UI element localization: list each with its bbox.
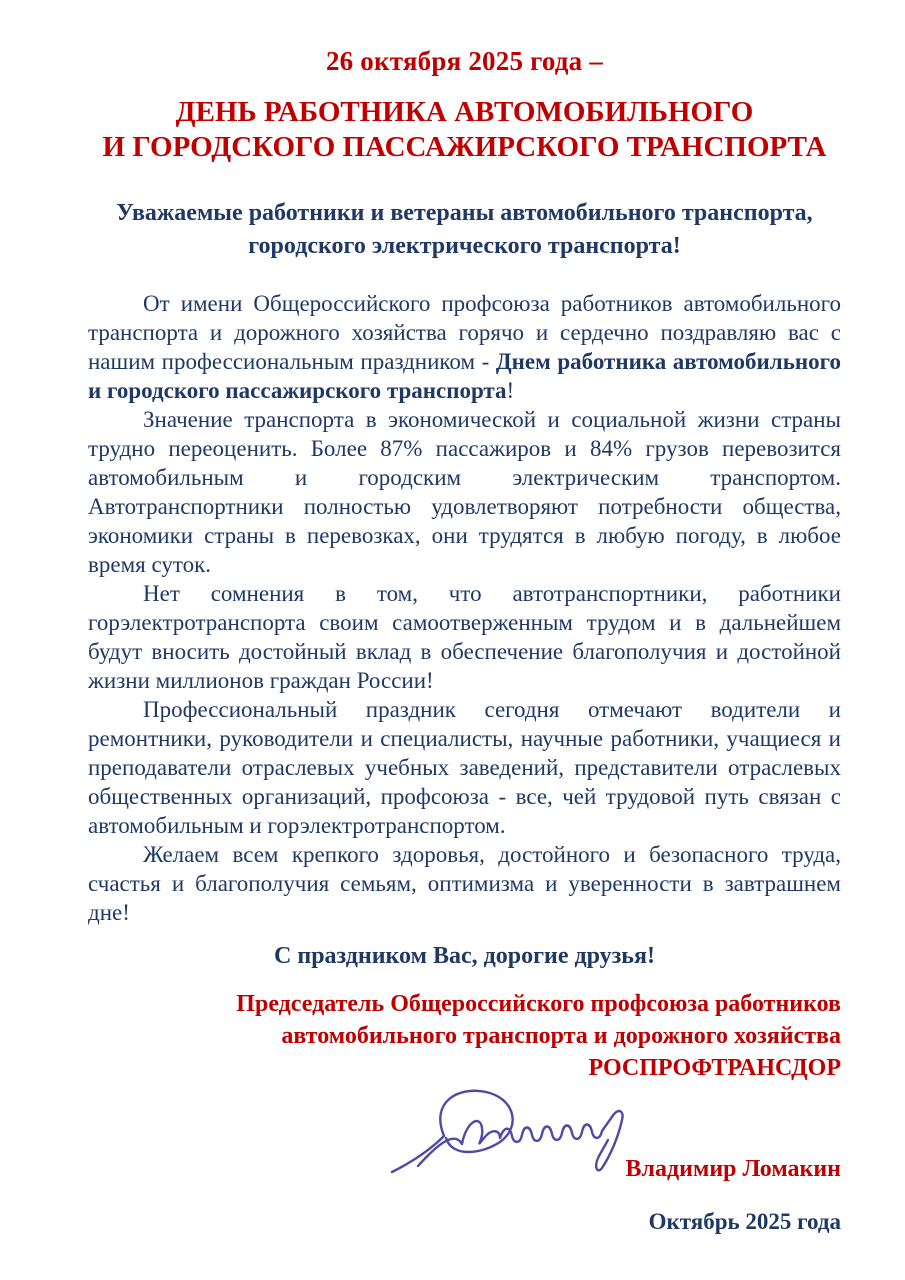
signer-org: РОСПРОФТРАНСДОР xyxy=(588,1055,841,1081)
paragraph-greeting-text: От имени Общероссийского профсоюза работников автомобильного транспорта и дорожного хозяйства горячо и сердечно поздравляю вас с нашим профессиональным праздником - xyxy=(88,291,841,374)
date-heading: 26 октября 2025 года – xyxy=(325,46,604,76)
paragraph-greeting xyxy=(88,289,841,405)
signer-role-block xyxy=(88,988,841,1084)
signer-name: Владимир Ломакин xyxy=(625,1156,841,1182)
paragraph-greeting-exclamation: ! xyxy=(506,378,515,403)
page-title-line2: И ГОРОДСКОГО ПАССАЖИРСКОГО ТРАНСПОРТА xyxy=(102,131,827,163)
paragraph-greeting-holiday-name: Днем работника автомобильного и городского пассажирского транспорта xyxy=(88,349,841,403)
paragraph-transport-importance: Значение транспорта в экономической и социальной жизни страны трудно переоценить. Более 87% пассажиров и 84% грузов перевозится автомобильным и городским электрическим транспортом. Автотранспортники полностью удовлетворяют потребности общества, экономики страны в перевозках, они трудятся в любую погоду, в любое время суток. xyxy=(88,407,841,577)
paragraph-future-contribution: Нет сомнения в том, что автотранспортники, работники горэлектротранспорта своим самоотверженным трудом и в дальнейшем будут вносить достойный вклад в обеспечение благополучия и достойной жизни миллионов граждан России! xyxy=(88,581,841,693)
page-title xyxy=(88,95,841,165)
letter-body xyxy=(88,289,841,927)
paragraph-wishes: Желаем всем крепкого здоровья, достойного и безопасного труда, счастья и благополучия семьям, оптимизма и уверенности в завтрашнем дне! xyxy=(88,842,841,925)
closing-line: С праздником Вас, дорогие друзья! xyxy=(274,943,655,969)
paragraph-who-celebrates: Профессиональный праздник сегодня отмечают водители и ремонтники, руководители и специалисты, научные работники, учащиеся и преподаватели отраслевых учебных заведений, представители отраслевых общественных организаций, профсоюза - все, чей трудовой путь связан с автомобильным и горэлектротранспортом. xyxy=(88,697,841,838)
page-title-line1: ДЕНЬ РАБОТНИКА АВТОМОБИЛЬНОГО xyxy=(175,96,754,128)
signer-role-line1: Председатель Общероссийского профсоюза работников xyxy=(236,991,841,1017)
footer-date: Октябрь 2025 года xyxy=(648,1209,841,1234)
salutation-line2: городского электрического транспорта! xyxy=(248,233,681,259)
salutation xyxy=(88,197,841,263)
salutation-line1: Уважаемые работники и ветераны автомобильного транспорта, xyxy=(116,200,813,226)
signer-role-line2: автомобильного транспорта и дорожного хозяйства xyxy=(281,1023,841,1049)
